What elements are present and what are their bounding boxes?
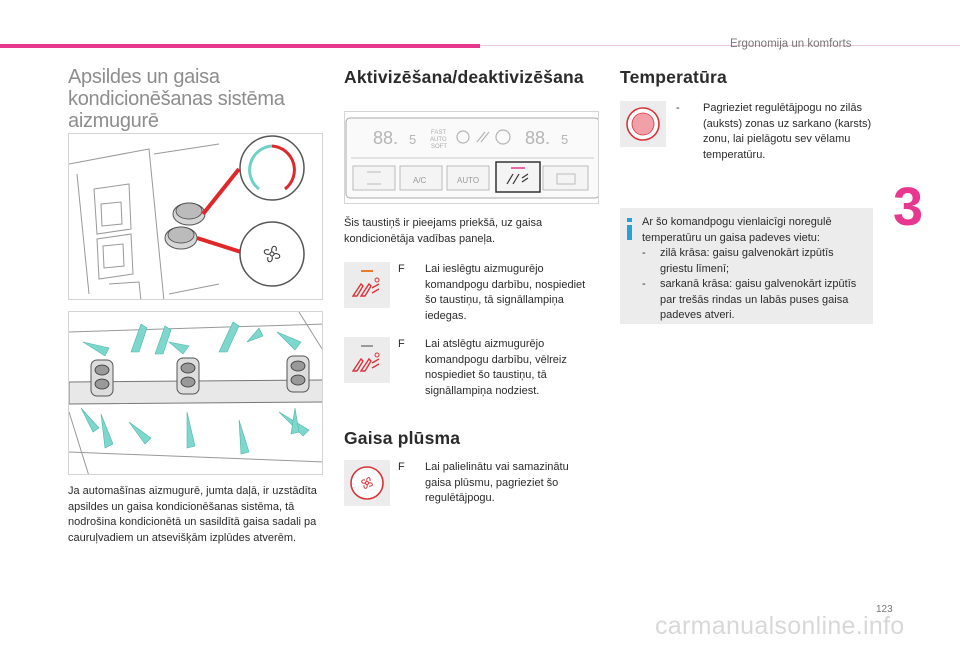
info-text <box>642 215 867 324</box>
section-title-airflow: Gaisa plūsma <box>344 428 461 448</box>
activation-item-off <box>398 337 598 399</box>
info-item-blue <box>642 246 867 277</box>
header-rule <box>480 45 960 46</box>
chapter-number: 3 <box>893 177 924 237</box>
panel-mode-auto: AUTO <box>430 137 447 143</box>
roof-vents-illustration <box>68 311 323 475</box>
activation-intro: Šis taustiņš ir pieejams priekšā, uz gaisa kondicionētāja vadības paneļa. <box>344 217 543 245</box>
airflow-item-text: Lai palielinātu vai samazinātu gaisa plūsmu, pagrieziet šo regulētājpogu. <box>425 461 569 504</box>
panel-left-unit: 5 <box>409 132 417 147</box>
front-panel-illustration <box>344 111 599 204</box>
info-box <box>620 208 873 324</box>
rear-climate-description: Ja automašīnas aizmugurē, jumta daļā, ir uzstādīta apsildes un gaisa kondicionēšanas sistēma, tā nodrošina kondicionētā un sasildītā gaisa sadali pa cauruļvadiem un atsevišķām izplūdes atverēm. <box>68 485 317 544</box>
panel-right-temp: 88. <box>525 128 551 148</box>
front-panel-drawing <box>345 112 599 204</box>
temperature-knob-box <box>620 101 666 147</box>
rear-controls-off-icon <box>344 337 390 383</box>
temperature-knob-icon <box>620 101 666 147</box>
section-title-rear-climate: Apsildes un gaisa kondicionēšanas sistēma aizmugurē <box>68 66 285 132</box>
watermark: carmanualsonline.info <box>655 612 905 640</box>
panel-left-temp: 88. <box>373 128 399 148</box>
header-accent-bar <box>0 44 480 48</box>
info-item-red <box>642 277 867 324</box>
fan-knob-icon <box>344 460 390 506</box>
panel-button-ac: A/C <box>413 176 427 185</box>
info-intro: Ar šo komandpogu vienlaicīgi noregulē temperatūru un gaisa padeves vietu: <box>642 216 832 244</box>
rear-control-button-off <box>344 337 390 383</box>
bullet-marker: - <box>642 247 646 259</box>
temperature-item-text: Pagrieziet regulētājpogu no zilās (auksts) zonas uz sarkano (karsts) zonu, lai pielāgotu sev vēlamu temperatūru. <box>703 102 872 161</box>
roof-vents-drawing <box>69 312 323 475</box>
activation-item-off-text: Lai atslēgtu aizmugurējo komandpogu darbību, vēlreiz nospiediet šo taustiņu, tā signāllampiņa nodziest. <box>425 338 567 397</box>
chapter-title: Ergonomija un komforts <box>730 38 852 50</box>
airflow-knob-box <box>344 460 390 506</box>
activation-item-on-text: Lai ieslēgtu aizmugurējo komandpogu darbību, nospiediet šo taustiņu, tā signāllampiņa iedegas. <box>425 263 586 322</box>
bullet-marker: F <box>398 263 405 275</box>
bullet-marker: - <box>642 278 646 290</box>
rear-control-button-on <box>344 262 390 308</box>
panel-right-unit: 5 <box>561 132 569 147</box>
page-number: 123 <box>876 604 893 615</box>
rear-controls-drawing <box>69 134 323 300</box>
airflow-item <box>398 460 598 507</box>
bullet-marker: F <box>398 338 405 350</box>
info-item-blue-text: zilā krāsa: gaisu galvenokārt izpūtīs griestu līmenī; <box>660 247 834 275</box>
bullet-marker: - <box>676 102 680 114</box>
info-icon <box>626 218 633 240</box>
section-title-temperature: Temperatūra <box>620 67 727 87</box>
panel-mode-fast: FAST <box>431 130 447 136</box>
activation-item-on <box>398 262 598 324</box>
bullet-marker: F <box>398 461 405 473</box>
info-item-red-text: sarkanā krāsa: gaisu galvenokārt izpūtīs par trešās rindas un labās puses gaisa padeves atveri. <box>660 278 857 321</box>
panel-button-auto: AUTO <box>457 176 480 185</box>
rear-controls-on-icon <box>344 262 390 308</box>
panel-mode-soft: SOFT <box>431 144 447 150</box>
section-title-activation: Aktivizēšana/deaktivizēšana <box>344 67 584 87</box>
temperature-item <box>676 101 874 163</box>
rear-controls-illustration <box>68 133 323 300</box>
